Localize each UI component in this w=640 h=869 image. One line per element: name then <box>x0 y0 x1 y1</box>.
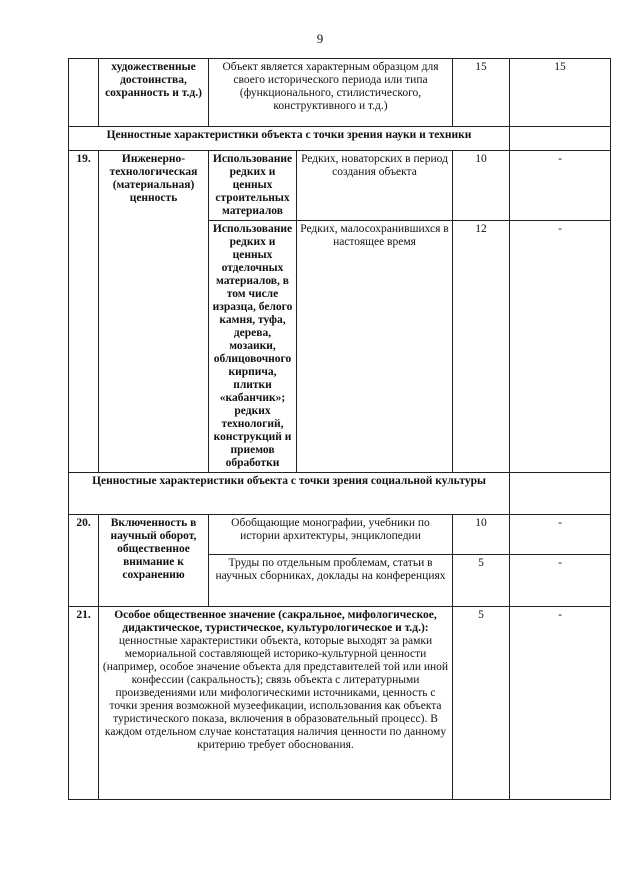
score-cell: - <box>510 555 611 607</box>
page-number: 9 <box>316 31 324 46</box>
description-cell: Редких, новаторских в период создания объекта <box>297 151 453 221</box>
section-heading-social: Ценностные характеристики объекта с точки зрения социальной культуры <box>69 473 510 515</box>
points-cell: 5 <box>453 607 510 800</box>
score-cell: - <box>510 515 611 555</box>
points-cell: 15 <box>453 59 510 127</box>
score-cell: - <box>510 607 611 800</box>
criterion-description: ценностные характеристики объекта, которые выходят за рамки мемориальной составляющей историко-культурной ценности (например, особое значение объекта для представителей той или иной конфессии (сакральность); связь объекта с литературными произведениями или мифологическими источниками, ценность с точки зрения возможной музеефикации, использования как объекта туристического показа, включения в образовательный процесс). В каждом отдельном случае констатация наличия ценности по данному критерию требует обоснования. <box>102 635 449 751</box>
section-row <box>69 127 611 151</box>
score-cell: - <box>510 151 611 221</box>
description-cell: Труды по отдельным проблемам, статьи в научных сборниках, доклады на конференциях <box>209 555 453 607</box>
section-heading-science: Ценностные характеристики объекта с точки зрения науки и техники <box>69 127 510 151</box>
criterion-cell: Инженерно-технологическая (материальная) ценность <box>99 151 209 473</box>
description-cell: Редких, малосохранившихся в настоящее время <box>297 221 453 473</box>
points-cell: 10 <box>453 151 510 221</box>
table-row <box>69 59 611 127</box>
points-cell: 12 <box>453 221 510 473</box>
empty-cell <box>510 473 611 515</box>
criteria-table <box>68 58 611 800</box>
table-row <box>69 607 611 800</box>
row-number-cell <box>69 59 99 127</box>
section-row <box>69 473 611 515</box>
table-row <box>69 151 611 221</box>
subcriterion-cell: Использование редких и ценных отделочных материалов, в том числе изразца, белого камня, туфа, дерева, мозаики, облицовочного кирпича, плитки «кабанчик»; редких технологий, конструкций и приемов обработки <box>209 221 297 473</box>
description-cell: Объект является характерным образцом для своего исторического периода или типа (функционального, стилистического, конструктивного и т.д.) <box>209 59 453 127</box>
points-cell: 5 <box>453 555 510 607</box>
score-cell: - <box>510 221 611 473</box>
row-number-cell: 21. <box>69 607 99 800</box>
row-number-cell: 19. <box>69 151 99 473</box>
subcriterion-cell: Использование редких и ценных строительных материалов <box>209 151 297 221</box>
table-row <box>69 515 611 555</box>
description-cell <box>99 607 453 800</box>
points-cell: 10 <box>453 515 510 555</box>
row-number-cell: 20. <box>69 515 99 607</box>
empty-cell <box>510 127 611 151</box>
description-cell: Обобщающие монографии, учебники по истории архитектуры, энциклопедии <box>209 515 453 555</box>
criterion-cell: Включенность в научный оборот, общественное внимание к сохранению <box>99 515 209 607</box>
criterion-cell: художественные достоинства, сохранность и т.д.) <box>99 59 209 127</box>
criterion-title: Особое общественное значение (сакральное, мифологическое, дидактическое, туристическое, культурологическое и т.д.): <box>114 609 437 634</box>
score-cell: 15 <box>510 59 611 127</box>
